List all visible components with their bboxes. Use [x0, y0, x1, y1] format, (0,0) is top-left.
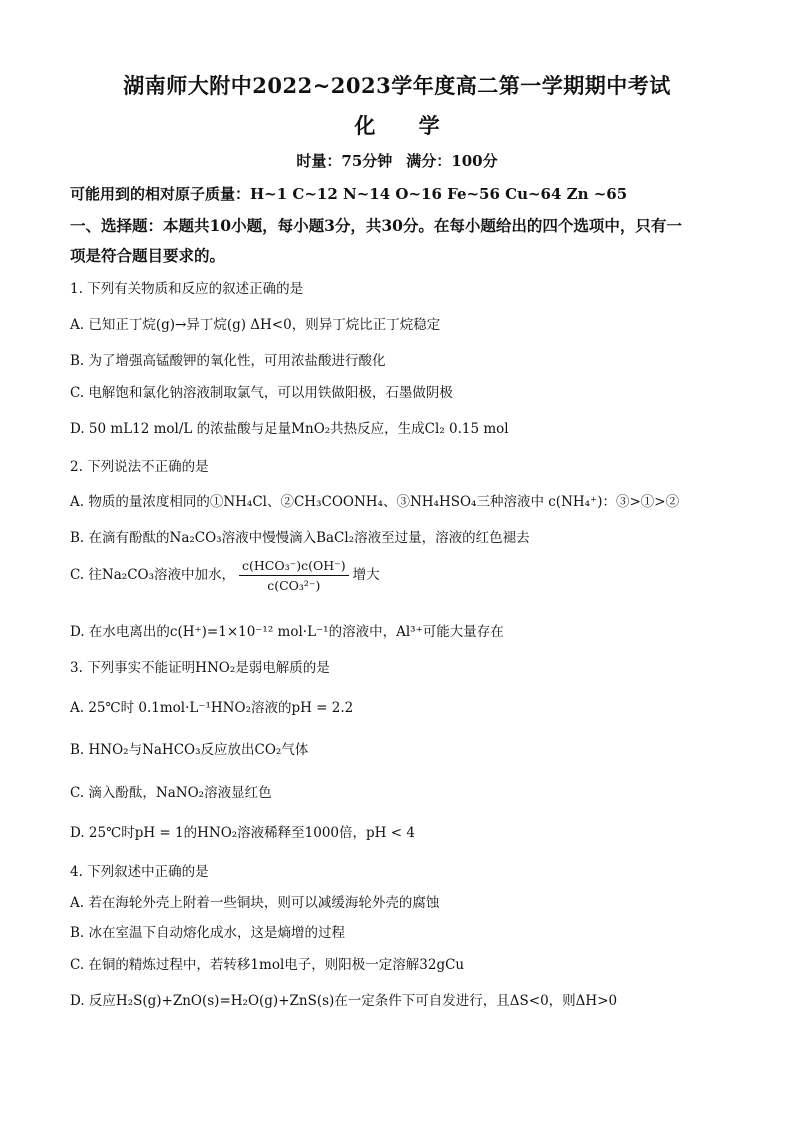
- question-4-option-c: C. 在铜的精炼过程中，若转移1mol电子，则阳极一定溶解32gCu: [70, 957, 465, 973]
- question-2-option-d: D. 在水电离出的c(H⁺)=1×10⁻¹² mol·L⁻¹的溶液中，Al³⁺可能大量存在: [70, 624, 504, 640]
- question-2-option-a: A. 物质的量浓度相同的①NH₄Cl、②CH₃COONH₄、③NH₄HSO₄三种溶液中 c(NH₄⁺)：③>①>②: [70, 494, 680, 510]
- time-limit: 时量：75分钟: [296, 152, 393, 170]
- question-2-option-b: B. 在滴有酚酞的Na₂CO₃溶液中慢慢滴入BaCl₂溶液至过量，溶液的红色褪去: [70, 530, 530, 546]
- concentration-fraction: [239, 558, 349, 593]
- fraction-numerator: c(HCO₃⁻)c(OH⁻): [239, 558, 349, 576]
- question-1-option-a: A. 已知正丁烷(g)→异丁烷(g) ΔH<0，则异丁烷比正丁烷稳定: [70, 317, 441, 333]
- question-3-option-a: A. 25℃时 0.1mol·L⁻¹HNO₂溶液的pH = 2.2: [70, 700, 354, 716]
- section-heading-line2: 项是符合题目要求的。: [70, 246, 226, 265]
- question-1-option-c: C. 电解饱和氯化钠溶液制取氯气，可以用铁做阳极，石墨做阴极: [70, 385, 453, 401]
- section-heading-line1: 一、选择题：本题共10小题，每小题3分，共30分。在每小题给出的四个选项中，只有一: [70, 216, 682, 235]
- full-score: 满分：100分: [406, 152, 498, 170]
- question-1-stem: 1. 下列有关物质和反应的叙述正确的是: [70, 281, 304, 297]
- question-4-option-a: A. 若在海轮外壳上附着一些铜块，则可以减缓海轮外壳的腐蚀: [70, 895, 440, 911]
- fraction-denominator: c(CO₃²⁻): [267, 578, 321, 593]
- question-4-option-b: B. 冰在室温下自动熔化成水，这是熵增的过程: [70, 925, 346, 941]
- question-4-option-d: D. 反应H₂S(g)+ZnO(s)=H₂O(g)+ZnS(s)在一定条件下可自发进行，且ΔS<0，则ΔH>0: [70, 993, 618, 1009]
- question-2-option-c-text: C. 往Na₂CO₃溶液中加水，: [70, 567, 236, 583]
- question-3-option-d: D. 25℃时pH = 1的HNO₂溶液稀释至1000倍，pH < 4: [70, 825, 415, 841]
- question-2-option-c: [70, 558, 380, 593]
- question-3-option-b: B. HNO₂与NaHCO₃反应放出CO₂气体: [70, 742, 309, 758]
- subject-title: 化 学: [354, 113, 458, 138]
- exam-title: 湖南师大附中2022~2023学年度高二第一学期期中考试: [123, 73, 671, 98]
- atomic-masses: 可能用到的相对原子质量：H~1 C~12 N~14 O~16 Fe~56 Cu~64 Zn ~65: [70, 185, 628, 203]
- question-4-stem: 4. 下列叙述中正确的是: [70, 864, 209, 880]
- question-1-option-d: D. 50 mL12 mol/L 的浓盐酸与足量MnO₂共热反应，生成Cl₂ 0.15 mol: [70, 421, 509, 437]
- question-3-stem: 3. 下列事实不能证明HNO₂是弱电解质的是: [70, 660, 330, 676]
- question-2-stem: 2. 下列说法不正确的是: [70, 459, 209, 475]
- exam-meta: [0, 150, 794, 171]
- fraction-suffix: 增大: [352, 567, 380, 583]
- question-1-option-b: B. 为了增强高锰酸钾的氧化性，可用浓盐酸进行酸化: [70, 353, 386, 369]
- question-3-option-c: C. 滴入酚酞，NaNO₂溶液显红色: [70, 785, 272, 801]
